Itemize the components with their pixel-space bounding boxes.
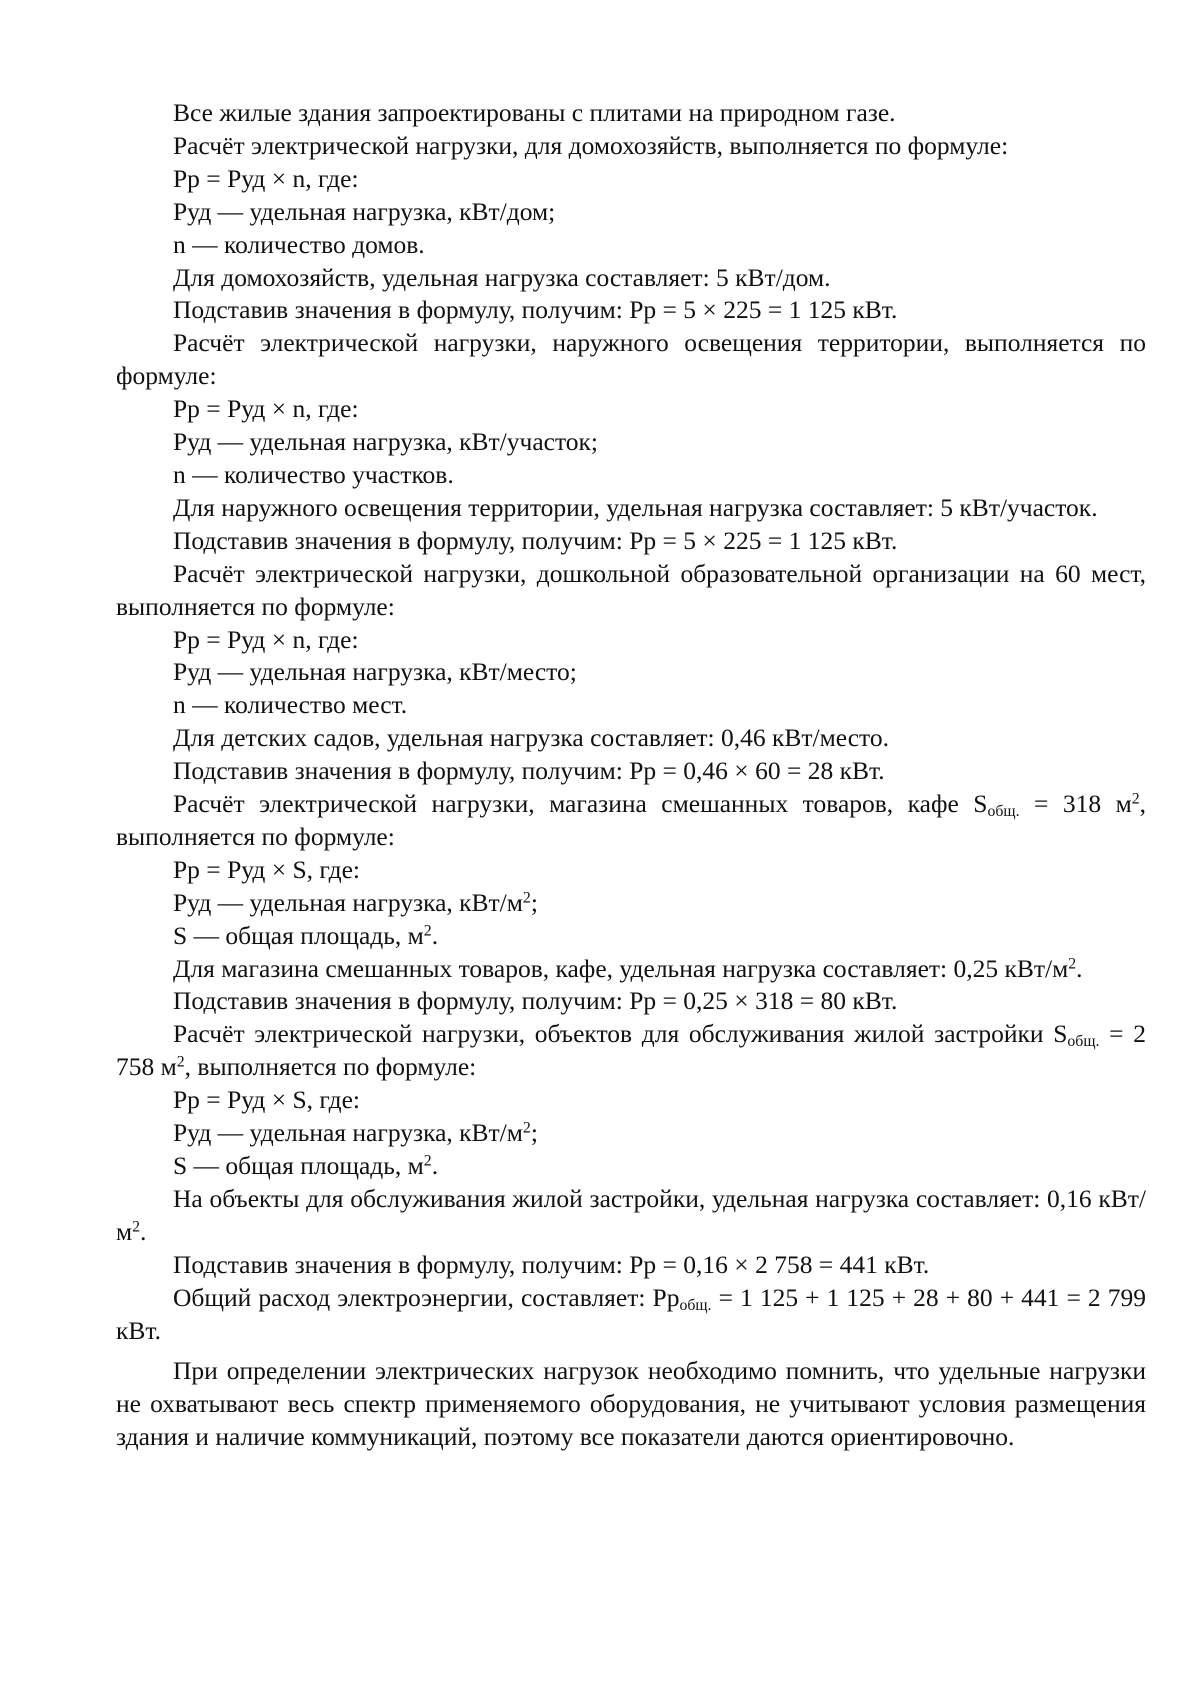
paragraph-lighting-intro: Расчёт электрической нагрузки, наружного освещения территории, выполняется по формуле: (116, 328, 1146, 391)
paragraph-kindergarten-result: Подставив значения в формулу, получим: Рр = 0,46 × 60 = 28 кВт. (173, 756, 885, 786)
document-page (116, 97, 1146, 1454)
formula-households: Рр = Руд × n, где: (173, 163, 359, 193)
paragraph-services-result: Подставив значения в формулу, получим: Рр = 0,16 × 2 758 = 441 кВт. (173, 1249, 930, 1279)
paragraph-services-intro: Расчёт электрической нагрузки, объектов для обслуживания жилой застройки $S_{общ.} = 2$ 758 $м^2$, выполняется по формуле: (116, 1019, 1146, 1082)
paragraph-gap (116, 1347, 1146, 1355)
paragraph-lighting-rate: Для наружного освещения территории, удельная нагрузка составляет: 5 кВт/участок. (173, 492, 1098, 522)
paragraph-lighting-result: Подставив значения в формулу, получим: Рр = 5 × 225 = 1 125 кВт. (173, 525, 898, 555)
paragraph-kindergarten-intro: Расчёт электрической нагрузки, дошкольной образовательной организации на 60 мест, выполняется по формуле: (116, 558, 1146, 621)
definition-total-area: S — общая площадь, $м^2$. (173, 920, 439, 950)
definition-house-count: n — количество домов. (173, 229, 425, 259)
definition-specific-load-seat: Руд — удельная нагрузка, кВт/место; (173, 657, 577, 687)
formula-lighting: Рр = Руд × n, где: (173, 394, 359, 424)
paragraph-shop-intro: Расчёт электрической нагрузки, магазина смешанных товаров, кафе $S_{общ.} = 318$ $м^2$, выполняется по формуле: (116, 789, 1146, 851)
definition-total-area-2: S — общая площадь, $м^2$. (173, 1151, 439, 1180)
definition-specific-load-area: Руд — удельная нагрузка, кВт/$м^2$; (173, 887, 538, 917)
paragraph-shop-rate: Для магазина смешанных товаров, кафе, удельная нагрузка составляет: 0,25 кВт/$м^2$. (173, 953, 1083, 983)
formula-kindergarten: Рр = Руд × n, где: (173, 624, 359, 654)
definition-specific-load-area-2: Руд — удельная нагрузка, кВт/$м^2$; (173, 1118, 538, 1148)
paragraph-conclusion: При определении электрических нагрузок необходимо помнить, что удельные нагрузки не охватывают весь спектр применяемого оборудования, не учитывают условия размещения здания и наличие коммуникаций, поэтому все показатели даются ориентировочно. (116, 1356, 1146, 1452)
definition-plot-count: n — количество участков. (173, 459, 454, 489)
definition-seat-count: n — количество мест. (173, 690, 408, 720)
paragraph-total-consumption: Общий расход электроэнергии, составляет: $Рр_{общ.} = 1$ 125 + 1 125 + 28 + 80 + 441 = 2 799 кВт. (116, 1282, 1146, 1345)
paragraph-kindergarten-rate: Для детских садов, удельная нагрузка составляет: 0,46 кВт/место. (173, 723, 889, 753)
paragraph-households-result: Подставив значения в формулу, получим: Рр = 5 × 225 = 1 125 кВт. (173, 295, 898, 325)
paragraph-services-rate: На объекты для обслуживания жилой застройки, удельная нагрузка составляет: 0,16 кВт/$м^2$. (116, 1183, 1146, 1246)
paragraph-shop-result: Подставив значения в формулу, получим: Рр = 0,25 × 318 = 80 кВт. (173, 986, 898, 1016)
formula-services: Рр = Руд × S, где: (173, 1085, 360, 1115)
paragraph-households-rate: Для домохозяйств, удельная нагрузка составляет: 5 кВт/дом. (173, 262, 831, 292)
formula-shop: Рр = Руд × S, где: (173, 854, 360, 884)
paragraph-gas-stoves: Все жилые здания запроектированы с плитами на природном газе. (173, 98, 896, 127)
paragraph-households-intro: Расчёт электрической нагрузки, для домохозяйств, выполняется по формуле: (173, 130, 1009, 160)
definition-specific-load-plot: Руд — удельная нагрузка, кВт/участок; (173, 427, 599, 457)
definition-specific-load: Руд — удельная нагрузка, кВт/дом; (173, 196, 556, 226)
